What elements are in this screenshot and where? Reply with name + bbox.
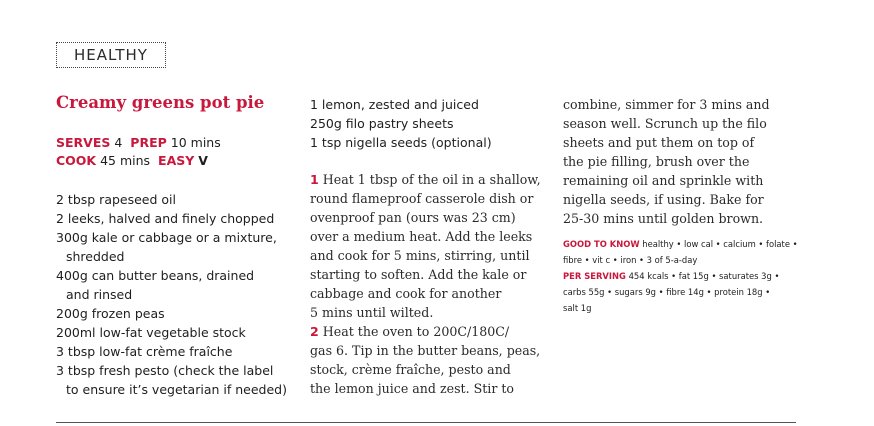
method-line: the lemon juice and zest. Stir to xyxy=(310,381,514,396)
prep-value: 10 mins xyxy=(170,135,221,150)
ingredients-list-col2 xyxy=(310,95,492,152)
per-serving-text: carbs 55g • sugars 9g • fibre 14g • protein 18g • xyxy=(563,287,771,297)
method-line: cabbage and cook for another xyxy=(310,286,502,301)
nutrition-info xyxy=(563,236,803,316)
serves-prep-line xyxy=(56,135,221,150)
ingredient-item-cont: shredded xyxy=(66,249,125,264)
ingredient-item: 200ml low-fat vegetable stock xyxy=(56,325,246,340)
method-line: combine, simmer for 3 mins and xyxy=(563,97,770,112)
method-line: starting to soften. Add the kale or xyxy=(310,267,527,282)
bottom-divider xyxy=(56,422,796,423)
ingredient-item: 1 lemon, zested and juiced xyxy=(310,97,479,112)
good-to-know-text: healthy • low cal • calcium • folate • xyxy=(642,239,798,249)
ingredient-item-cont: and rinsed xyxy=(66,287,133,302)
method-continued xyxy=(563,95,770,228)
method-line: sheets and put them on top of xyxy=(563,135,755,150)
serves-value: 4 xyxy=(114,135,123,150)
method-line: Heat 1 tbsp of the oil in a shallow, xyxy=(322,172,541,187)
step-1-number: 1 xyxy=(310,172,319,187)
method-line: gas 6. Tip in the butter beans, peas, xyxy=(310,343,541,358)
cook-label: COOK xyxy=(56,153,97,168)
ingredients-list xyxy=(56,190,287,399)
good-to-know-text: fibre • vit c • iron • 3 of 5-a-day xyxy=(563,255,698,265)
ingredient-item: 3 tbsp fresh pesto (check the label xyxy=(56,363,274,378)
prep-label: PREP xyxy=(130,135,167,150)
recipe-title: Creamy greens pot pie xyxy=(56,93,265,112)
ingredient-item: 2 leeks, halved and finely chopped xyxy=(56,211,275,226)
step-2-number: 2 xyxy=(310,324,319,339)
method-line: the pie filling, brush over the xyxy=(563,154,750,169)
ingredient-item: 2 tbsp rapeseed oil xyxy=(56,192,177,207)
method-line: remaining oil and sprinkle with xyxy=(563,173,764,188)
method-steps xyxy=(310,170,541,398)
easy-label: EASY xyxy=(158,153,195,168)
method-line: and cook for 5 mins, stirring, until xyxy=(310,248,530,263)
ingredient-item: 300g kale or cabbage or a mixture, xyxy=(56,230,277,245)
method-line: Heat the oven to 200C/180C/ xyxy=(322,324,510,339)
ingredient-item: 1 tsp nigella seeds (optional) xyxy=(310,135,492,150)
good-to-know-label: GOOD TO KNOW xyxy=(563,239,640,249)
method-line: 5 mins until wilted. xyxy=(310,305,434,320)
method-line: nigella seeds, if using. Bake for xyxy=(563,192,764,207)
section-tag: HEALTHY xyxy=(56,42,166,68)
per-serving-label: PER SERVING xyxy=(563,271,626,281)
per-serving-text: 454 kcals • fat 15g • saturates 3g • xyxy=(628,271,780,281)
ingredient-item: 3 tbsp low-fat crème fraîche xyxy=(56,344,233,359)
per-serving-text: salt 1g xyxy=(563,303,592,313)
method-line: over a medium heat. Add the leeks xyxy=(310,229,533,244)
ingredient-item: 400g can butter beans, drained xyxy=(56,268,255,283)
method-line: season well. Scrunch up the filo xyxy=(563,116,767,131)
cook-easy-line xyxy=(56,153,208,168)
ingredient-item: 250g filo pastry sheets xyxy=(310,116,454,131)
method-line: ovenproof pan (ours was 23 cm) xyxy=(310,210,516,225)
ingredient-item-cont: to ensure it’s vegetarian if needed) xyxy=(66,382,287,397)
cook-value: 45 mins xyxy=(100,153,151,168)
ingredient-item: 200g frozen peas xyxy=(56,306,165,321)
serves-label: SERVES xyxy=(56,135,111,150)
vegetarian-mark: V xyxy=(198,153,208,168)
method-line: 25-30 mins until golden brown. xyxy=(563,211,764,226)
method-line: stock, crème fraîche, pesto and xyxy=(310,362,511,377)
method-line: round flameproof casserole dish or xyxy=(310,191,534,206)
